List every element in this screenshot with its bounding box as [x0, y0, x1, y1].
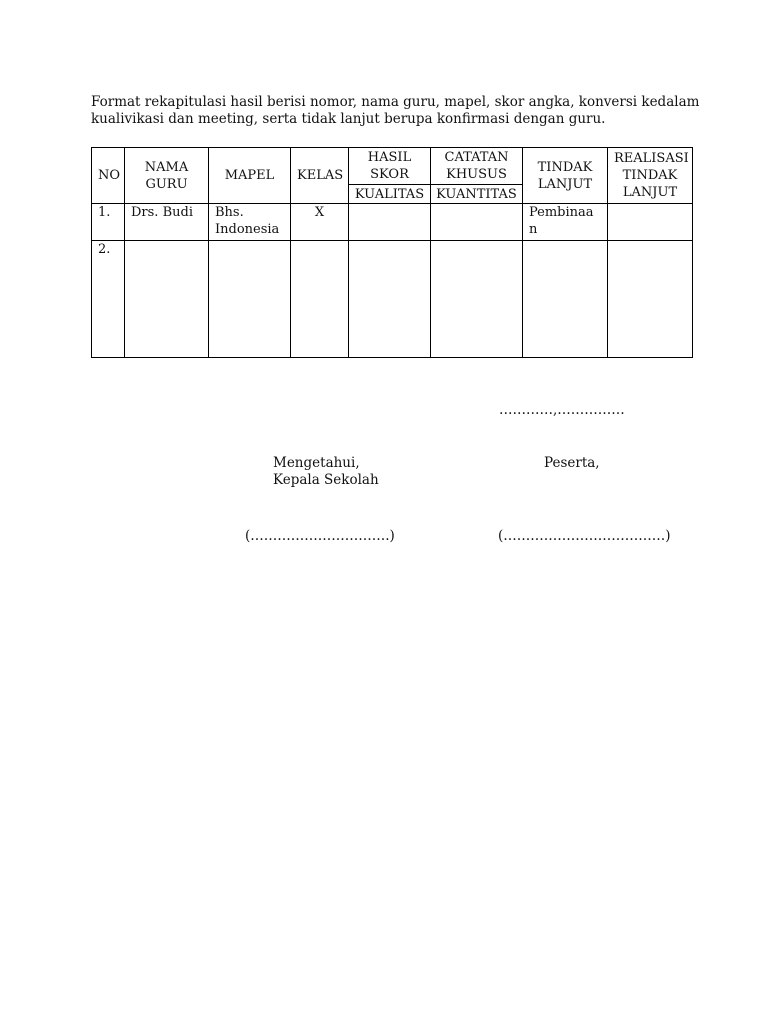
cell-kualitas	[349, 204, 431, 241]
cell-kelas: X	[291, 204, 349, 241]
cell-mapel	[209, 241, 291, 358]
cell-no: 2.	[92, 241, 125, 358]
mengetahui-label: Mengetahui,	[273, 455, 360, 471]
cell-tindak-line2: n	[529, 222, 538, 237]
cell-kuantitas	[431, 204, 523, 241]
header-catatan-khusus	[431, 148, 523, 185]
header-tindak-line2: LANJUT	[537, 176, 593, 192]
cell-kelas	[291, 241, 349, 358]
cell-tindak-lanjut	[523, 204, 608, 241]
table-row	[92, 204, 693, 241]
header-kelas: KELAS	[291, 148, 349, 204]
place-date: …………,……………	[499, 402, 625, 418]
cell-mapel-line2: Indonesia	[215, 222, 280, 237]
cell-tindak-lanjut	[523, 241, 608, 358]
cell-realisasi	[608, 241, 693, 358]
kepala-sekolah-label: Kepala Sekolah	[273, 472, 379, 488]
header-realisasi-tindak-lanjut	[608, 148, 693, 204]
headmaster-block	[273, 455, 379, 489]
header-catatan-line2: KHUSUS	[446, 167, 507, 182]
header-hasil-line1: HASIL	[367, 150, 412, 165]
peserta-signature-blank: (………………………………)	[498, 528, 671, 544]
cell-realisasi	[608, 204, 693, 241]
header-hasil-skor	[349, 148, 431, 185]
cell-nama: Drs. Budi	[125, 204, 209, 241]
header-catatan-line1: CATATAN	[444, 150, 509, 165]
peserta-label: Peserta,	[544, 455, 600, 471]
intro-text	[91, 94, 700, 128]
header-realisasi-line1: REALISASI	[614, 151, 689, 166]
header-realisasi-line2: TINDAK	[622, 168, 678, 183]
header-row	[92, 148, 693, 185]
intro-line-1: Format rekapitulasi hasil berisi nomor, nama guru, mapel, skor angka, konversi kedalam	[91, 94, 700, 110]
header-mapel: MAPEL	[209, 148, 291, 204]
header-kuantitas: KUANTITAS	[431, 185, 523, 204]
cell-tindak-line1: Pembinaa	[529, 205, 594, 220]
cell-kuantitas	[431, 241, 523, 358]
kepala-signature-blank: (………………………….)	[245, 528, 395, 544]
header-nama-line2: GURU	[145, 176, 188, 192]
cell-mapel-line1: Bhs.	[215, 205, 244, 220]
cell-kualitas	[349, 241, 431, 358]
header-nama-line1: NAMA	[144, 159, 189, 175]
header-tindak-line1: TINDAK	[537, 159, 593, 175]
cell-no: 1.	[92, 204, 125, 241]
header-nama-guru	[125, 148, 209, 204]
recap-table	[91, 147, 693, 358]
header-realisasi-line3: LANJUT	[622, 185, 678, 200]
cell-mapel	[209, 204, 291, 241]
table-row	[92, 241, 693, 358]
header-tindak-lanjut	[523, 148, 608, 204]
cell-nama	[125, 241, 209, 358]
header-kualitas: KUALITAS	[349, 185, 431, 204]
header-hasil-line2: SKOR	[370, 167, 409, 182]
header-no: NO	[92, 148, 125, 204]
intro-line-2: kualivikasi dan meeting, serta tidak lanjut berupa konfirmasi dengan guru.	[91, 111, 606, 127]
